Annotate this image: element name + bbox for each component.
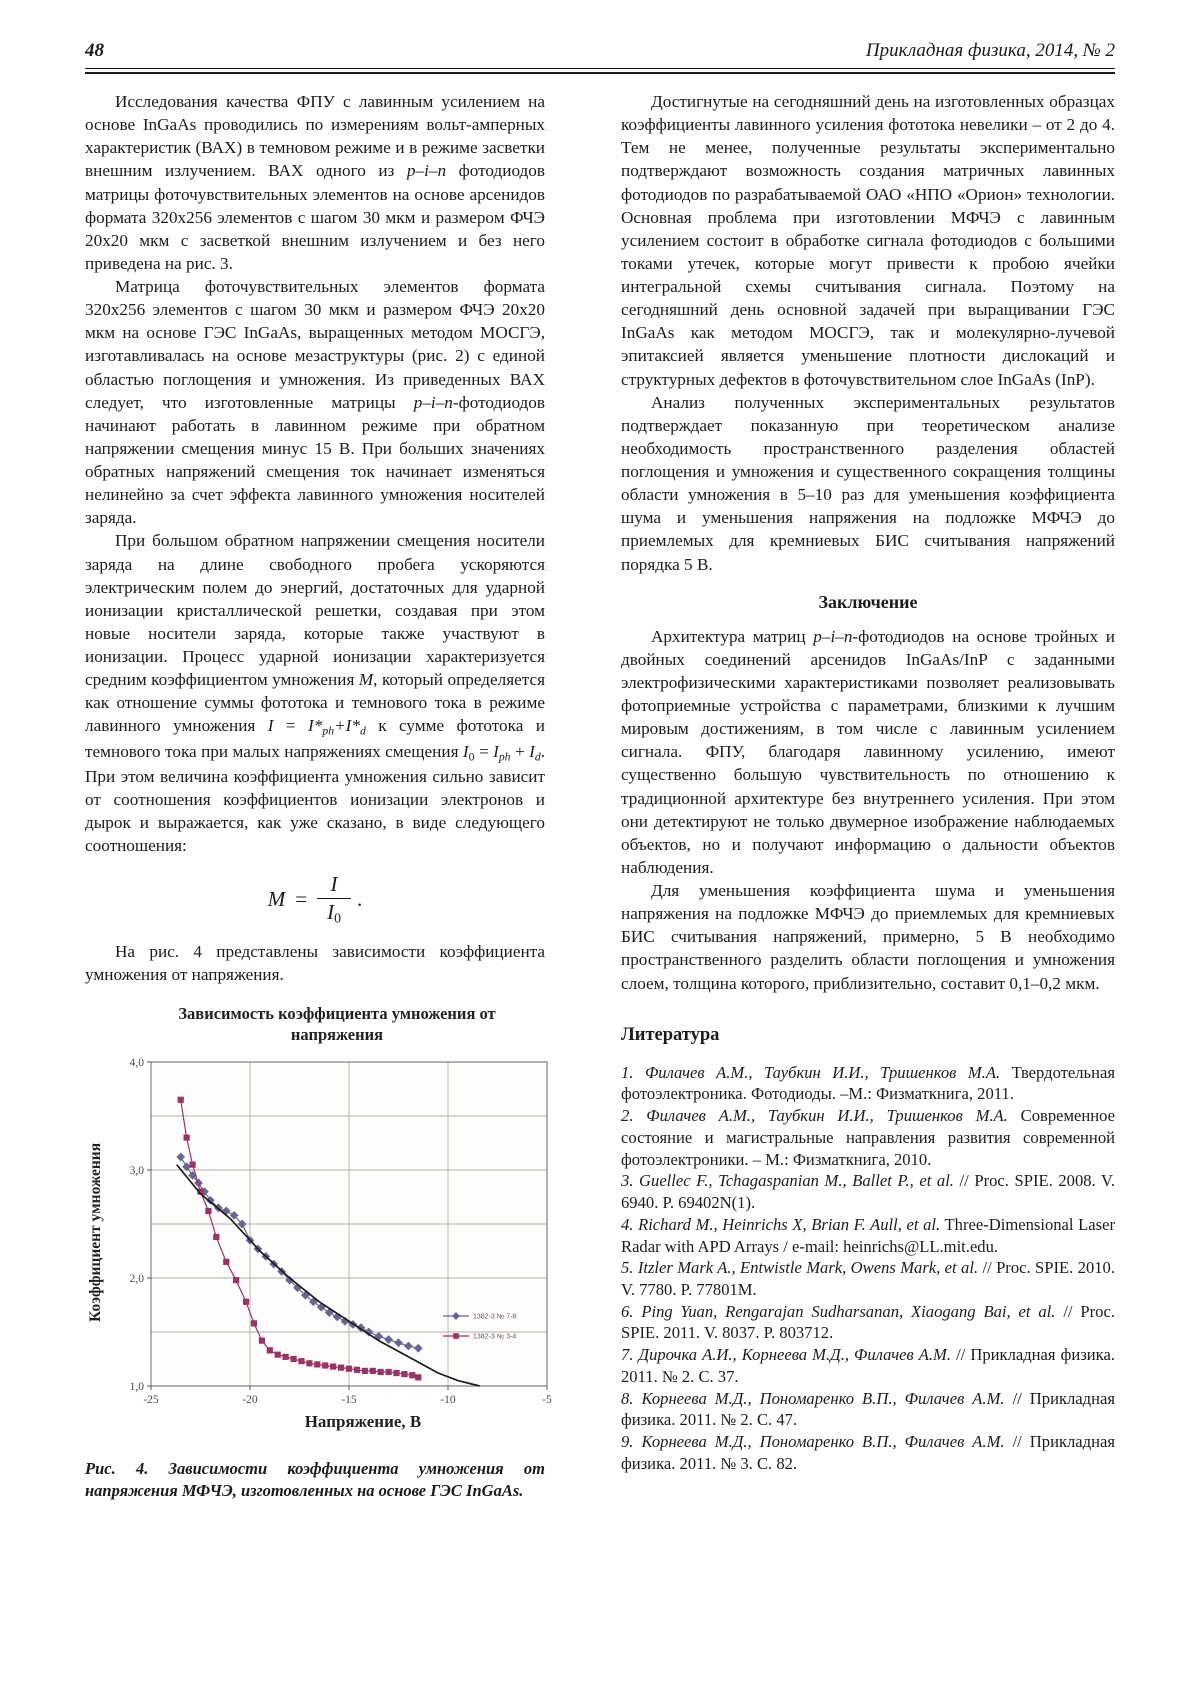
formula-fraction [317,873,351,926]
header-rule [85,68,1115,74]
reference-item: 6. Ping Yuan, Rengarajan Sudharsanan, Xiaogang Bai, et al. // Proc. SPIE. 2011. V. 8037. P. 803712. [621,1301,1115,1343]
reference-item: 8. Корнеева М.Д., Пономаренко В.П., Филачев А.М. // Прикладная физика. 2011. № 2. С. 47. [621,1388,1115,1430]
paragraph: Исследования качества ФПУ с лавинным усилением на основе InGaAs проводились по измерениям вольт-амперных характеристик (ВАХ) в темновом режиме и в режиме засветки внешним излучением. ВАХ одного из p–i–n фотодиодов матрицы фоточувствительных элементов на основе арсенидов формата 320x256 элементов с шагом 30 мкм и размером ФЧЭ 20x20 мкм с засветкой внешним излучением и без него приведена на рис. 3. [85,92,545,273]
svg-text:-5: -5 [542,1393,552,1406]
figure-caption: Рис. 4. Зависимости коэффициента умножения от напряжения МФЧЭ, изготовленных на основе ГЭС InGaAs. [85,1458,545,1500]
journal-title: Прикладная физика, 2014, № 2 [865,40,1115,61]
literature-heading: Литература [621,1024,720,1045]
figure-4 [87,1004,587,1431]
multiplication-vs-voltage-chart [107,1054,559,1410]
svg-text:-25: -25 [143,1393,159,1406]
reference-item: 3. Guellec F., Tchagaspanian M., Ballet P., et al. // Proc. SPIE. 2008. V. 6940. P. 69402N(1). [621,1171,1115,1213]
page-header [85,40,1115,62]
formula-denominator [317,898,351,926]
svg-text:3,0: 3,0 [129,1164,144,1177]
paragraph: Для уменьшения коэффициента шума и уменьшения напряжения на подложке МФЧЭ до приемлемых для кремниевых БИС считывания напряжений, примерно, 5 В необходимо пространственного разделить области поглощения и умножения слоем, толщина которого, приблизительно, составит 0,1–0,2 мкм. [621,881,1115,993]
svg-text:1,0: 1,0 [129,1380,144,1393]
reference-item: 9. Корнеева М.Д., Пономаренко В.П., Филачев А.М. // Прикладная физика. 2011. № 3. С. 82. [621,1432,1115,1473]
svg-text:-20: -20 [242,1393,258,1406]
reference-item: 5. Itzler Mark A., Entwistle Mark, Owens Mark, et al. // Proc. SPIE. 2010. V. 7780. P. 77801M. [621,1258,1115,1299]
svg-text:4,0: 4,0 [129,1056,144,1069]
paragraph: На рис. 4 представлены зависимости коэффициента умножения от напряжения. [85,942,545,985]
svg-text:-15: -15 [341,1393,357,1406]
multiplication-formula [85,873,545,926]
chart-title: Зависимость коэффициента умножения от напряжения [178,1004,496,1045]
left-column [85,90,552,1502]
paragraph: Анализ полученных экспериментальных результатов подтверждает показанную при теоретическом анализе необходимость пространственного разделения областей поглощения и умножения и существенного сокращения толщины области умножения в 5–10 раз для уменьшения коэффициента шума и уменьшения напряжения на подложке МФЧЭ до приемлемых для кремниевых БИС считывания напряжений порядка 5 В. [621,392,1115,574]
reference-item: 4. Richard M., Heinrichs X, Brian F. Aull, et al. Three-Dimensional Laser Radar with APD Arrays / e-mail: heinrichs@LL.mit.edu. [621,1214,1115,1256]
formula-numerator: I [330,872,338,897]
page-number: 48 [85,40,104,61]
right-column [621,90,1115,1502]
svg-text:1382-3 № 7-8: 1382-3 № 7-8 [473,1313,517,1321]
two-column-layout [85,90,1115,1502]
formula-equals: = [295,887,308,912]
chart-area [87,1054,587,1410]
reference-item: 2. Филачев А.М., Таубкин И.И., Тришенков М.А. Современное состояние и магистральные направления развития современной фотоэлектроники. – М.: Физматкнига, 2010. [621,1106,1115,1169]
denominator-base: I [327,900,335,925]
reference-item: 7. Дирочка А.И., Корнеева М.Д., Филачев А.М. // Прикладная физика. 2011. № 2. С. 37. [621,1345,1115,1386]
paragraph: При большом обратном напряжении смещения носители заряда на длине свободного пробега ускоряются электрическим полем до энергий, достаточных для ударной ионизации кристаллической решетки, создавая при этом новые носители заряда, которые также участвуют в ионизации. Процесс ударной ионизации характеризуется средним коэффициентом умножения M, который определяется как отношение суммы фототока и темнового тока в режиме лавинного умножения $I = I*_{ph}+I*_d$ к сумме фототока и темнового тока при малых напряжениях смещения $I_0 = I_{ph} + I_d$. При этом величина коэффициента умножения сильно зависит от соотношения коэффициентов ионизации электронов и дырок и выражается, как уже сказано, в виде следующего соотношения: [85,531,546,856]
svg-text:-10: -10 [440,1393,456,1406]
conclusion-heading: Заключение [818,591,918,612]
y-axis-label: Коэффициент умножения [87,1142,104,1322]
x-axis-label: Напряжение, В [304,1411,422,1431]
paragraph: Достигнутые на сегодняшний день на изготовленных образцах коэффициенты лавинного усиления фототока невелики – от 2 до 4. Тем не менее, полученные результаты экспериментально подтверждают возможность создания матричных лавинных фотодиодов по разрабатываемой ОАО «НПО «Орион» технологии. Основная проблема при изготовлении МФЧЭ с лавинным усилением состоит в обработке сигнала фотодиодов с большими токами утечек, которые могут привести к пробою ячейки интегральной схемы считывания сигнала. Поэтому на сегодняшний день основной задачей при выращивании ГЭС InGaAs как методом МОСГЭ, так и молекулярно-лучевой эпитаксией является уменьшение плотности дислокаций и структурных дефектов в фоточувствительном слое InGaAs (InP). [621,92,1115,389]
paragraph: Архитектура матриц p–i–n-фотодиодов на основе тройных и двойных соединений арсенидов InGaAs/InP с заданными электрофизическими характеристиками позволяет реализовывать фотоприемные устройства с параметрами, близкими к лучшим мировым достижениям, в том числе с лавинным усилением сигнала. ФПУ, благодаря лавинному усилению, имеют существенно большую чувствительность по отношению к традиционной архитектуре без внутреннего усиления. При этом они детектируют не только двумерное изображение наблюдаемых объектов, но и получают информацию о дальности объектов наблюдения. [621,626,1115,877]
reference-item: 1. Филачев А.М., Таубкин И.И., Тришенков М.А. Твердотельная фотоэлектроника. Фотодиоды. –М.: Физматкнига, 2011. [621,1062,1115,1104]
formula-period: . [357,887,363,912]
formula-lhs: M [267,887,286,912]
paragraph: Матрица фоточувствительных элементов формата 320x256 элементов с шагом 30 мкм и размером ФЧЭ 20x20 мкм на основе ГЭС InGaAs, выращенных методом МОСГЭ, изготавливалась на основе мезаструктуры (рис. 2) с единой областью поглощения и умножения. Из приведенных ВАХ следует, что изготовленные матрицы p–i–n-фотодиодов начинают работать в лавинном режиме при обратном напряжении смещения минус 15 В. При больших значениях обратных напряжений смещения ток начинает изменяться нелинейно за счет эффекта лавинного умножения носителей заряда. [85,277,545,528]
svg-text:1382-3 № 3-4: 1382-3 № 3-4 [473,1333,517,1341]
svg-text:2,0: 2,0 [129,1272,144,1285]
denominator-subscript: 0 [334,911,342,926]
